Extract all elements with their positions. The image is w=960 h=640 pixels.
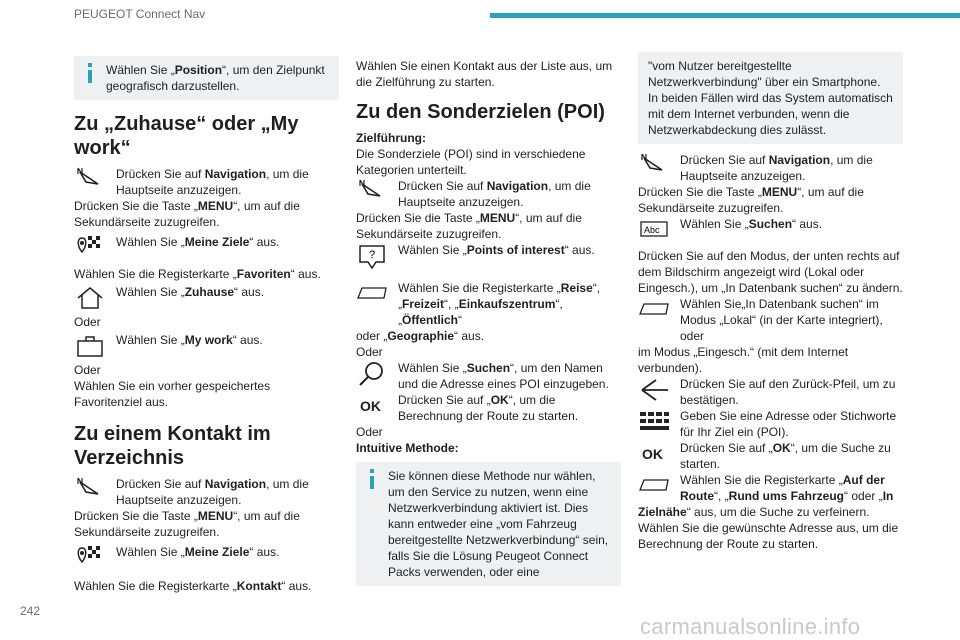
step-enter-address: Geben Sie eine Adresse oder Stichworte für Ihr Ziel ein (POI). <box>638 408 903 440</box>
column-3 <box>638 50 903 552</box>
menu-instruction: Drücken Sie die Taste „MENU“, um auf die Sekundärseite zuzugreifen. <box>356 211 582 241</box>
ok-icon: OK <box>360 398 381 414</box>
column-2 <box>356 50 621 586</box>
info-icon <box>88 63 92 67</box>
keyboard-icon <box>638 408 674 438</box>
select-address-text: Wählen Sie die gewünschte Adresse aus, um die Berechnung der Route zu starten. <box>638 521 899 551</box>
svg-text:?: ? <box>369 249 376 261</box>
search-icon <box>356 360 392 390</box>
step-points-of-interest: ? Wählen Sie „Points of interest“ aus. <box>356 242 621 270</box>
tab-icon <box>638 296 674 326</box>
column-1 <box>74 50 339 594</box>
abc-keyboard-icon <box>638 216 674 246</box>
favorites-tab-instruction: Wählen Sie die Registerkarte „Favoriten“ aus. <box>74 267 321 281</box>
menu-instruction: Drücken Sie die Taste „MENU“, um auf die Sekundärseite zuzugreifen. <box>638 185 864 215</box>
step-my-destinations: Wählen Sie „Meine Ziele“ aus. <box>74 544 339 572</box>
or-text: Oder <box>356 345 383 359</box>
contact-list-text: Wählen Sie einen Kontakt aus der Liste aus, um die Zielführung zu starten. <box>356 59 613 89</box>
near-destination-text: Zielnähe“ aus, um die Suche zu verfeinern. <box>638 505 870 519</box>
step-my-destinations: Wählen Sie „Meine Ziele“ aus. <box>74 234 339 262</box>
destination-flag-icon <box>74 544 110 574</box>
navigation-arrow-icon <box>356 178 392 208</box>
online-mode-text: im Modus „Eingesch.“ (mit dem Internet verbunden). <box>638 345 849 375</box>
step-database-search: Wählen Sie„In Datenbank suchen“ im Modus „Lokal“ (in der Karte integriert), oder <box>638 296 903 344</box>
guidance-label: Zielführung: <box>356 131 426 145</box>
step-my-work: Wählen Sie „My work“ aus. <box>74 332 339 360</box>
tab-icon <box>638 472 674 502</box>
section-heading-poi: Zu den Sonderzielen (POI) <box>356 101 605 123</box>
section-heading-contact: Zu einem Kontakt im Verzeichnis <box>74 423 271 469</box>
or-text: Oder <box>356 425 383 439</box>
step-navigation: Drücken Sie auf Navigation, um die Hauptseite anzuzeigen. <box>74 166 339 198</box>
favorite-destination-text: Wählen Sie ein vorher gespeichertes Favoritenziel aus. <box>74 379 271 409</box>
poi-categories-text: Die Sonderziele (POI) sind in verschiedene Kategorien unterteilt. <box>356 147 586 177</box>
menu-instruction: Drücken Sie die Taste „MENU“, um auf die Sekundärseite zuzugreifen. <box>74 509 300 539</box>
step-refine-tabs: Wählen Sie die Registerkarte „Auf der Route“, „Rund ums Fahrzeug“ oder „In <box>638 472 903 504</box>
step-navigation: Drücken Sie auf Navigation, um die Hauptseite anzuzeigen. <box>638 152 903 184</box>
step-ok: OK Drücken Sie auf „OK“, um die Suche zu starten. <box>638 440 903 472</box>
mode-text: Drücken Sie auf den Modus, der unten rechts auf dem Bildschirm angezeigt wird (Lokal oder Eingesch.), um „In Datenbank suchen“ zu ändern. <box>638 249 903 295</box>
info-note-continued: "vom Nutzer bereitgestellte Netzwerkverbindung" über ein Smartphone. In beiden Fällen wird das System automatisch mit dem Internet verbunden, wenn die Netzwerkabdeckung dies zulässt. <box>638 52 903 144</box>
step-back-arrow: Drücken Sie auf den Zurück-Pfeil, um zu bestätigen. <box>638 376 903 408</box>
svg-text:Abc: Abc <box>644 225 660 235</box>
watermark: carmanualsonline.info <box>640 614 861 639</box>
intuitive-method-label: Intuitive Methode: <box>356 441 459 455</box>
step-home: Wählen Sie „Zuhause“ aus. <box>74 284 339 312</box>
navigation-arrow-icon <box>74 476 110 506</box>
or-text: Oder <box>74 363 101 377</box>
back-arrow-icon <box>638 376 674 406</box>
destination-flag-icon <box>74 234 110 264</box>
briefcase-icon <box>74 332 110 362</box>
step-navigation: Drücken Sie auf Navigation, um die Hauptseite anzuzeigen. <box>74 476 339 508</box>
contact-tab-instruction: Wählen Sie die Registerkarte „Kontakt“ aus. <box>74 579 312 593</box>
poi-pin-icon <box>356 242 392 272</box>
step-search: Wählen Sie „Suchen“, um den Namen und die Adresse eines POI einzugeben. <box>356 360 621 392</box>
info-note: Wählen Sie „Position“, um den Zielpunkt geografisch darzustellen. <box>74 56 339 100</box>
info-note: Sie können diese Methode nur wählen, um den Service zu nutzen, wenn eine Netzwerkverbindung aktiviert ist. Dies kann entweder eine „vom Fahrzeug bereitgestellte Netzwerkverbindung“ sein, falls Sie die Lösung Peugeot Connect Packs verwenden, oder eine <box>356 462 621 586</box>
home-icon <box>74 284 110 314</box>
menu-instruction: Drücken Sie die Taste „MENU“, um auf die Sekundärseite zuzugreifen. <box>74 199 300 229</box>
ok-icon: OK <box>642 446 663 462</box>
step-navigation: Drücken Sie auf Navigation, um die Hauptseite anzuzeigen. <box>356 178 621 210</box>
navigation-arrow-icon <box>74 166 110 196</box>
header-accent-bar <box>490 13 960 18</box>
geography-tab-text: oder „Geographie“ aus. <box>356 329 485 343</box>
manual-header-title: PEUGEOT Connect Nav <box>74 7 206 21</box>
step-category-tabs: Wählen Sie die Registerkarte „Reise“, „Freizeit“, „Einkaufszentrum“, „Öffentlich“ <box>356 280 621 328</box>
page-number: 242 <box>20 604 41 618</box>
or-text: Oder <box>74 315 101 329</box>
tab-icon <box>356 280 392 310</box>
step-ok: OK Drücken Sie auf „OK“, um die Berechnung der Route zu starten. <box>356 392 621 424</box>
section-heading-home: Zu „Zuhause“ oder „My work“ <box>74 113 299 159</box>
info-icon <box>370 469 374 473</box>
navigation-arrow-icon <box>638 152 674 182</box>
step-search: Abc Wählen Sie „Suchen“ aus. <box>638 216 903 244</box>
